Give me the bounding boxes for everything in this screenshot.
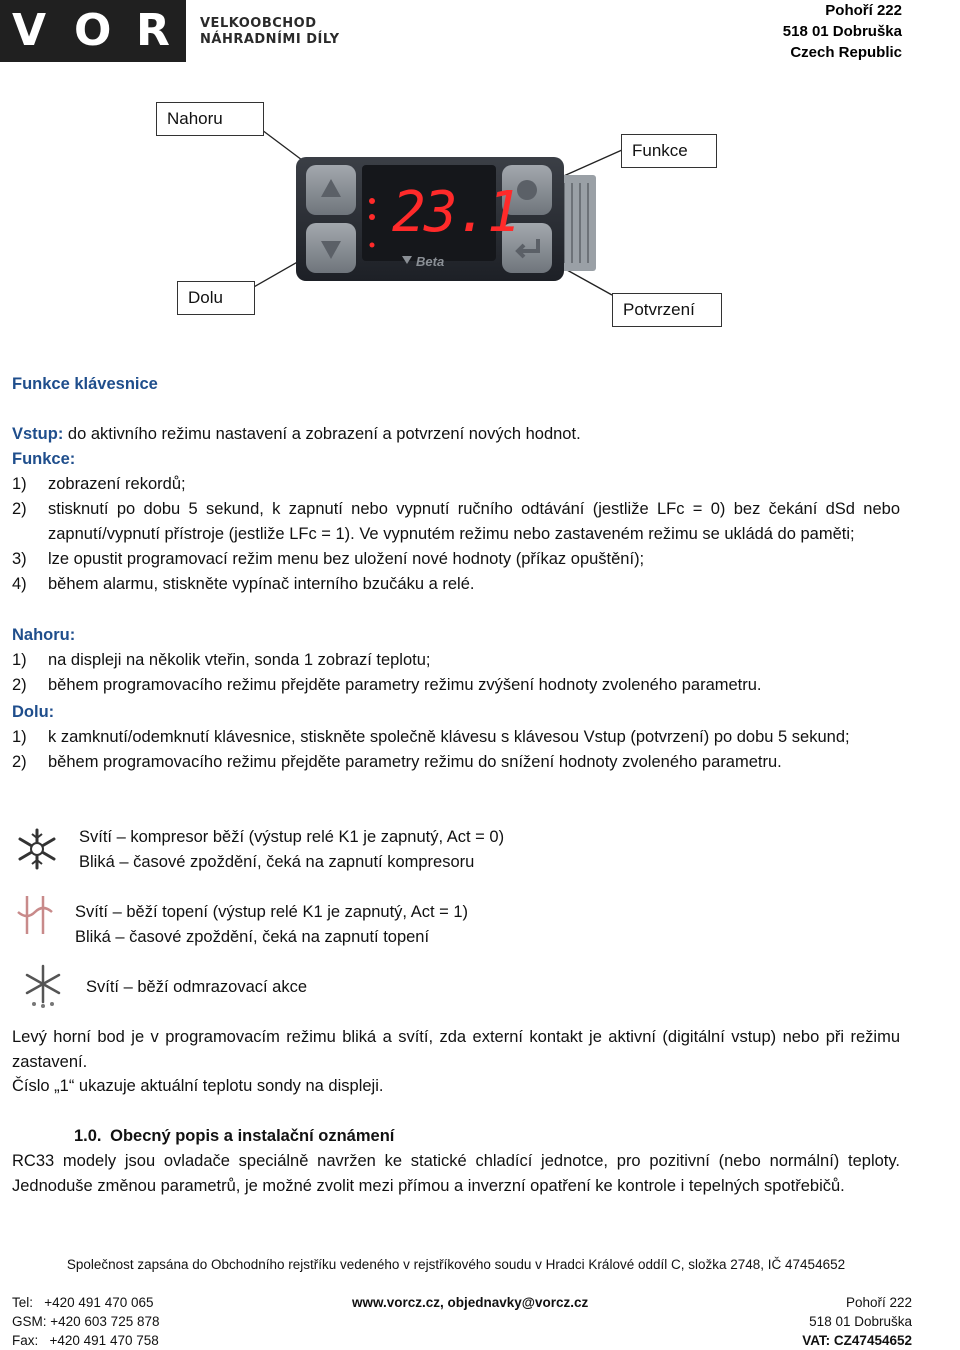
snowflake-icon [14,826,60,872]
item-number: 1) [12,728,27,746]
paragraph-rc33: RC33 modely jsou ovladače speciálně navržen ke statické chladící jednotce, pro pozitivní (nebo normální) teploty. Jednoduše změnou parametrů, je možné zvolit mezi přímou a inverzní opatření ke kontrole i tepelných spotřebičů. [12,1152,900,1195]
callout-function: Funkce [621,134,717,168]
header-address-city: 518 01 Dobruška [782,23,902,40]
funkce-item [12,547,900,572]
nahoru-item [12,648,900,673]
footer-contacts [12,1293,160,1350]
circle-icon [517,180,537,200]
header-address-country: Czech Republic [790,44,902,61]
item-number: 2) [12,500,27,518]
item-number: 4) [12,575,27,593]
item-text: zobrazení rekordů; [48,475,186,493]
logo-letter-v: V [12,5,47,56]
item-text: k zamknutí/odemknutí klávesnice, stiskněte společně klávesu s klávesou Vstup (potvrzení) po dobu 5 sekund; [48,728,850,746]
footer-fax: Fax: +420 491 470 758 [12,1333,159,1348]
dolu-item [12,750,900,775]
section-title-keyboard: Funkce klávesnice [12,375,158,393]
heating-icon [14,892,56,938]
item-text: na displeji na několik vteřin, sonda 1 zobrazí teplotu; [48,651,431,669]
header-address-street: Pohoří 222 [825,2,902,19]
logo-letter-o: O [74,5,112,56]
icon-desc-heating [75,900,468,950]
logo-tagline-line2: NÁHRADNÍMI DÍLY [200,32,340,47]
footer-web-email: www.vorcz.cz, objednavky@vorcz.cz [352,1295,589,1310]
vstup-paragraph [12,422,912,447]
defrost-icon [20,962,66,1008]
item-number: 2) [12,676,27,694]
device-brand: Beta [416,254,445,269]
display-reading: 23.1 [392,180,519,245]
dolu-list [12,725,900,775]
compressor-on-text: Svítí – kompresor běží (výstup relé K1 je zapnutý, Act = 0) [79,828,505,846]
footer-gsm: GSM: +420 603 725 878 [12,1314,160,1329]
icon-desc-defrost: Svítí – běží odmrazovací akce [86,978,308,996]
footer-street: Pohoří 222 [845,1295,912,1310]
callout-confirm: Potvrzení [612,293,722,327]
footer-city: 518 01 Dobruška [809,1314,912,1329]
compressor-blink-text: Bliká – časové zpoždění, čeká na zapnutí kompresoru [79,853,475,871]
item-text: během programovacího režimu přejděte parametry režimu zvýšení hodnoty zvoleného parametru. [48,676,762,694]
logo-letter-r: R [136,5,170,56]
callout-down: Dolu [177,281,255,315]
vstup-text: do aktivního režimu nastavení a zobrazení a potvrzení nových hodnot. [63,425,581,443]
item-number: 1) [12,651,27,669]
footer-address [802,1293,912,1350]
funkce-item [12,572,900,597]
section-heading-general [74,1124,394,1149]
nahoru-list [12,648,900,698]
section-heading-text: Obecný popis a instalační oznámení [110,1127,395,1145]
paragraph-left-dot: Levý horní bod je v programovacím režimu bliká a svítí, zda externí kontakt je aktivní (digitální vstup) nebo při režimu zastavení. [12,1028,900,1071]
thermostat-device [296,153,600,283]
nahoru-label: Nahoru: [12,626,76,644]
item-text: během programovacího režimu přejděte parametry režimu do snížení hodnoty zvoleného parametru. [48,753,782,771]
heating-blink-text: Bliká – časové zpoždění, čeká na zapnutí topení [75,928,430,946]
heating-on-text: Svítí – běží topení (výstup relé K1 je zapnutý, Act = 1) [75,903,469,921]
funkce-list [12,472,900,597]
dolu-item [12,725,900,750]
footer-company-register: Společnost zapsána do Obchodního rejstříku vedeného v rejstříkového soudu v Hradci Králové oddíl C, složka 2748, IČ 47454652 [66,1257,846,1272]
funkce-item [12,472,900,497]
item-text: lze opustit programovací režim menu bez uložení nové hodnoty (příkaz opuštění); [48,550,645,568]
callout-up: Nahoru [156,102,264,136]
paragraph-number-one: Číslo „1“ ukazuje aktuální teplotu sondy na displeji. [12,1077,384,1095]
section-number: 1.0. [74,1127,102,1145]
footer-phone: Tel: +420 491 470 065 [12,1295,154,1310]
item-number: 1) [12,475,27,493]
footer-vat: VAT: CZ47454652 [802,1333,912,1348]
item-text: během alarmu, stiskněte vypínač interního bzučáku a relé. [48,575,475,593]
logo-tagline-line1: VELKOOBCHOD [200,16,317,31]
dolu-label: Dolu: [12,703,55,721]
funkce-item [12,497,900,547]
icon-desc-compressor [79,825,504,875]
item-text: stisknutí po dobu 5 sekund, k zapnutí nebo vypnutí ručního odtávání (jestliže LFc = 0) bez čekání dSd nebo zapnutí/vypnutí přístroje (jestliže LFc = 1). Ve vypnutém režimu nebo zastaveném režimu se ukládá do paměti; [48,500,900,543]
nahoru-item [12,673,900,698]
funkce-label: Funkce: [12,450,76,468]
item-number: 2) [12,753,27,771]
item-number: 3) [12,550,27,568]
vstup-label: Vstup: [12,425,64,443]
